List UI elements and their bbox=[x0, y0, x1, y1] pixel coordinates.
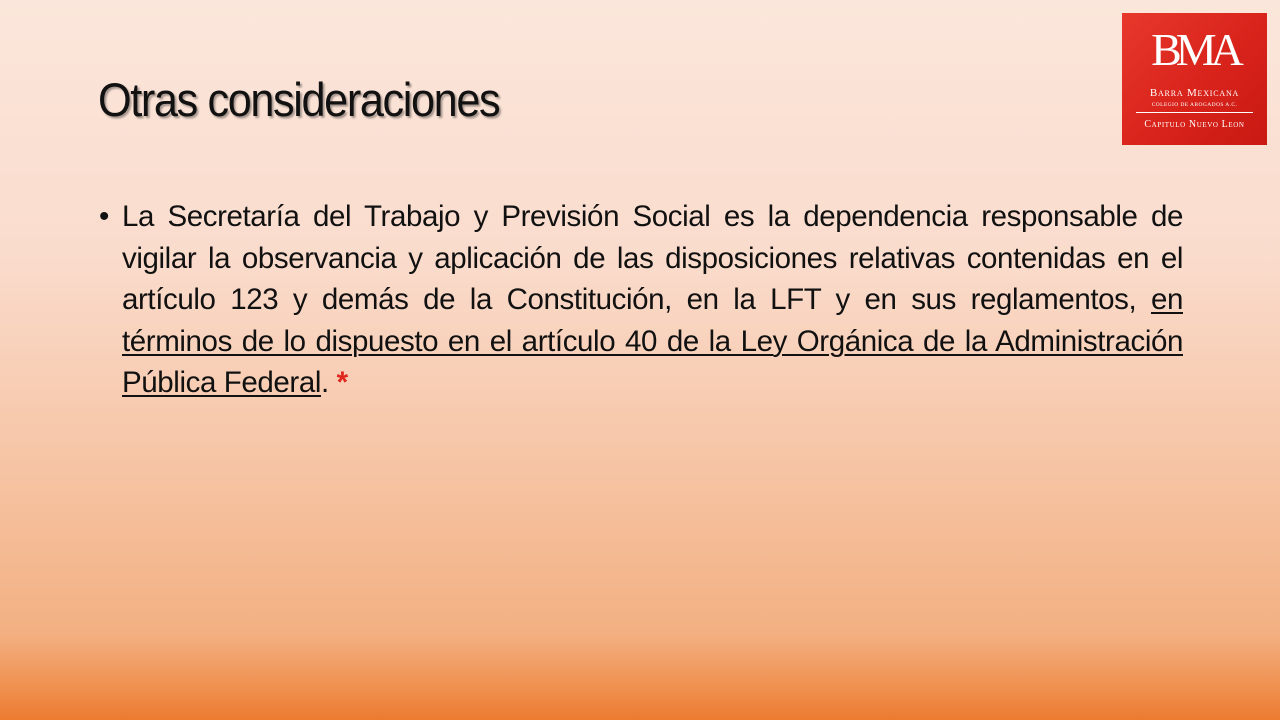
bullet-underlined-text: en términos de lo dispuesto en el artículo 40 de la Ley Orgánica de la Administración Pública Federal bbox=[122, 283, 1183, 399]
logo-divider bbox=[1136, 112, 1253, 113]
logo-subtitle: COLEGIO DE ABOGADOS A.C. bbox=[1151, 102, 1238, 108]
logo-mark: BMA bbox=[1151, 24, 1238, 75]
bullet-list bbox=[99, 196, 1183, 404]
logo-name: Barra Mexicana bbox=[1149, 87, 1240, 99]
bma-logo bbox=[1122, 13, 1267, 145]
footnote-asterisk: * bbox=[336, 366, 348, 399]
bullet-dot-icon: • bbox=[99, 200, 109, 233]
list-item bbox=[99, 196, 1183, 404]
slide-title: Otras consideraciones bbox=[98, 73, 500, 126]
bullet-text-after: . bbox=[320, 366, 337, 399]
bullet-text: La Secretaría del Trabajo y Previsión Social es la dependencia responsable de vigilar la observancia y aplicación de las disposiciones relativas contenidas en el artículo 123 y demás de la Constitución, en la LFT y en sus reglamentos, bbox=[122, 200, 1183, 316]
logo-chapter: Capitulo Nuevo Leon bbox=[1144, 119, 1245, 130]
